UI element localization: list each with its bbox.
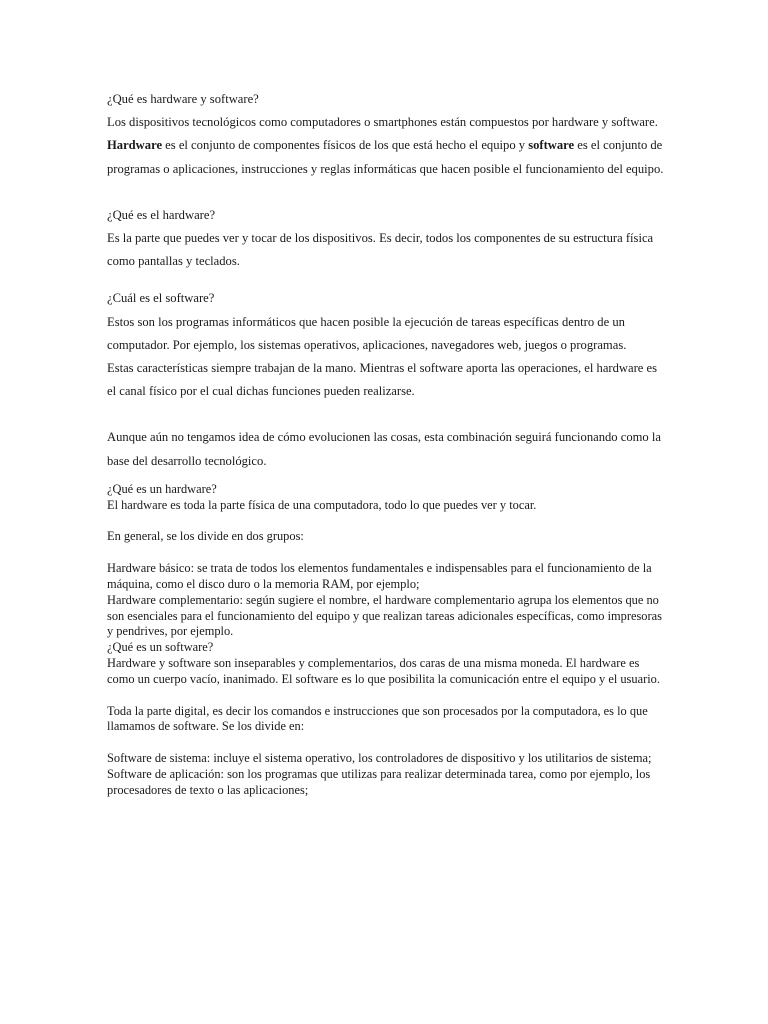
paragraph-hardware-fisico: El hardware es toda la parte física de una computadora, todo lo que puedes ver y tocar. <box>107 497 537 512</box>
definition-hardware: es el conjunto de componentes físicos de los que está hecho el equipo y <box>162 138 529 153</box>
document-page <box>107 88 667 799</box>
paragraph-intro: Los dispositivos tecnológicos como computadores o smartphones están compuestos por hardware y software. <box>107 115 658 130</box>
paragraph-evolucion: Aunque aún no tengamos idea de cómo evolucionen las cosas, esta combinación seguirá funcionando como la base del desarrollo tecnológico. <box>107 430 661 468</box>
paragraph-caracteristicas: Estas características siempre trabajan de la mano. Mientras el software aporta las operaciones, el hardware es el canal físico por el cual dichas funciones pueden realizarse. <box>107 361 658 399</box>
paragraph-hardware-basico: Hardware básico: se trata de todos los elementos fundamentales e indispensables para el funcionamiento de la máquina, como el disco duro o la memoria RAM, por ejemplo; <box>107 561 652 592</box>
section-heading-el-software: ¿Cuál es el software? <box>107 291 215 306</box>
paragraph-software-de-aplicacion: Software de aplicación: son los programas que utilizas para realizar determinada tarea, como por ejemplo, los procesadores de texto o las aplicaciones; <box>107 767 651 797</box>
section-heading-hardware-y-software: ¿Qué es hardware y software? <box>107 92 259 106</box>
paragraph-hardware-description: Es la parte que puedes ver y tocar de los dispositivos. Es decir, todos los componentes de su estructura física como pantallas y teclados. <box>107 231 654 269</box>
paragraph-inseparables: Hardware y software son inseparables y complementarios, dos caras de una misma moneda. El hardware es como un cuerpo vacío, inanimado. El software es lo que posibilita la comunicación entre el equipo y el usuario. <box>107 656 660 686</box>
paragraph-software-de-sistema: Software de sistema: incluye el sistema operativo, los controladores de dispositivo y los utilitarios de sistema; <box>107 751 652 766</box>
paragraph-parte-digital: Toda la parte digital, es decir los comandos e instrucciones que son procesados por la computadora, es lo que llamamos de software. Se los divide en: <box>107 703 648 734</box>
paragraph-dos-grupos: En general, se los divide en dos grupos: <box>107 529 304 544</box>
definition-software: es el conjunto de programas o aplicaciones, instrucciones y reglas informáticas que hacen posible el funcionamiento del equipo. <box>107 138 664 176</box>
section-heading-el-hardware: ¿Qué es el hardware? <box>107 207 216 222</box>
paragraph-definitions <box>107 134 667 180</box>
term-hardware: Hardware <box>107 138 163 153</box>
paragraph-software-description: Estos son los programas informáticos que hacen posible la ejecución de tareas específicas dentro de un computador. Por ejemplo, los sistemas operativos, aplicaciones, navegadores web, juegos o programas. <box>107 314 627 352</box>
section-heading-un-software: ¿Qué es un software? <box>107 640 214 655</box>
section-heading-un-hardware: ¿Qué es un hardware? <box>107 481 217 496</box>
paragraph-hardware-complementario: Hardware complementario: según sugiere el nombre, el hardware complementario agrupa los elementos que no son esenciales para el funcionamiento del equipo y que realizan tareas adicionales específicas, como impresoras y pendrives, por ejemplo. <box>107 592 662 639</box>
term-software: software <box>528 138 575 153</box>
